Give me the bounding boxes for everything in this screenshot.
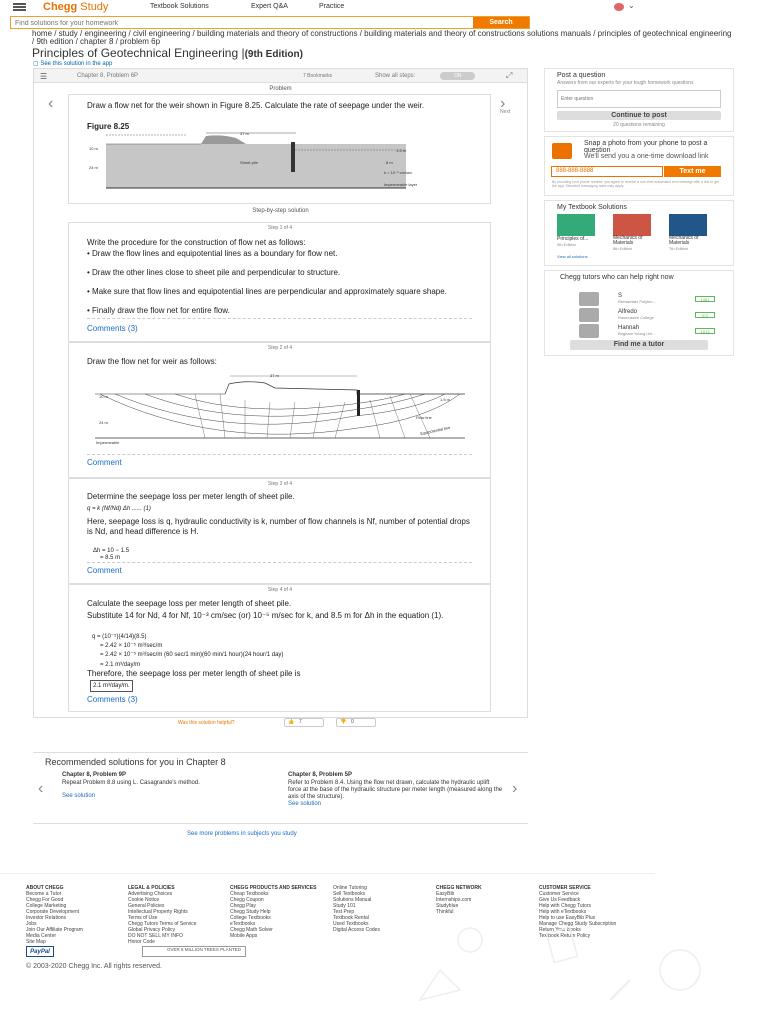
question-input[interactable] <box>557 90 721 108</box>
step-2-line-1: Draw the flow net for weir as follows: <box>87 357 217 366</box>
tutor-school: Brigham Young Uni... <box>618 331 656 336</box>
step-1-label[interactable]: Step 1 of 4 <box>267 225 293 231</box>
page-title: Principles of Geotechnical Engineering |(9th Edition) <box>32 46 303 60</box>
step-3-line-5: = 8.5 m <box>100 555 121 561</box>
step-1-line-1: Write the procedure for the construction of flow net as follows: <box>87 238 306 247</box>
view-all-solutions-link[interactable]: View all solutions <box>557 254 588 259</box>
step-4-line-6: = 2.1 m³/day/m <box>100 662 141 668</box>
nav-practice[interactable]: Practice <box>319 3 345 10</box>
search-input[interactable] <box>15 18 465 28</box>
tutor-school: Rensselaer Polytec... <box>618 299 656 304</box>
fig-imp-label: Impermeable layer <box>384 182 418 187</box>
fig-h10-label: 10 m <box>89 146 98 151</box>
copyright: © 2003-2020 Chegg Inc. All rights reserved. <box>26 963 162 970</box>
snap-legal: By providing your phone number, you agree to receive a one-time automated text message with a link to get the app. Standard messaging rates may apply. <box>552 180 719 188</box>
tutor-school: Rasmussen College <box>618 315 654 320</box>
phone-icon <box>552 143 572 159</box>
questions-remaining: 20 questions remaining <box>613 122 665 128</box>
tutor-avatar[interactable] <box>579 308 599 322</box>
step-1-comments-link[interactable]: Comments (3) <box>87 324 138 333</box>
recommended-next-arrow[interactable]: › <box>512 780 518 797</box>
fig-width-label: 37 m <box>240 131 249 136</box>
show-steps-toggle[interactable]: ON <box>440 72 475 80</box>
tutor-count-badge: 1451 <box>695 296 715 302</box>
snap-photo-title: Snap a photo from your phone to post a question <box>584 140 708 154</box>
recommended-item-text: Refer to Problem 8.4. Using the flow net drawn, calculate the hydraulic uplift force at the base of the hydraulic structure per meter length (measured along the axis of the structure). <box>288 780 503 800</box>
tutors-title: Chegg tutors who can help right now <box>560 274 674 281</box>
step-2-label[interactable]: Step 2 of 4 <box>267 345 293 351</box>
chegg-logo[interactable]: Chegg Study <box>43 1 109 13</box>
recommended-item-head[interactable]: Chapter 8, Problem 5P <box>288 772 353 778</box>
textbook-item[interactable]: Mechanics of Materials 8th Edition <box>613 214 655 251</box>
see-solution-link[interactable]: See solution <box>62 793 96 799</box>
tutor-name[interactable]: S <box>618 293 623 299</box>
step-4-line-1: Calculate the seepage loss per meter length of sheet pile. <box>87 599 292 608</box>
thumbs-up-button[interactable]: 👍 7 <box>284 718 324 727</box>
step-3-label[interactable]: Step 3 of 4 <box>267 481 293 487</box>
chapter-label[interactable]: Chapter 8, Problem 6P <box>77 73 139 79</box>
text-me-button[interactable]: Text me <box>664 166 721 177</box>
step-4-answer: 2.1 m³/day/m. <box>90 680 133 692</box>
flownet-width-label: 37 m <box>270 373 279 378</box>
avatar[interactable] <box>614 3 624 11</box>
step-3-equation: q = k (Nf/Nd) Δh ...... (1) <box>87 506 151 512</box>
see-more-problems-link[interactable]: See more problems in subjects you study <box>187 831 297 837</box>
problem-text: Draw a flow net for the weir shown in Figure 8.25. Calculate the rate of seepage under the weir. <box>87 101 425 110</box>
next-arrow[interactable]: › <box>500 95 506 112</box>
footer-column: CHEGG NETWORK EasyBib Internships.com Studyblue Thinkful <box>436 885 482 915</box>
post-question-title: Post a question <box>557 72 606 79</box>
thumbs-down-icon: 👎 <box>340 719 347 725</box>
step-3-comment-link[interactable]: Comment <box>87 566 122 575</box>
footer-divider <box>0 873 655 874</box>
continue-to-post-button[interactable]: Continue to post <box>557 111 721 120</box>
flow-net-drawing <box>95 370 465 450</box>
recommended-prev-arrow[interactable]: ‹ <box>38 780 44 797</box>
search-button[interactable]: Search <box>473 17 529 28</box>
step-4-line-2: Substitute 14 for Nd, 4 for Nf, 10⁻³ cm/sec (or) 10⁻⁵ m/sec for k, and 8.5 m for Δh in the equation (1). <box>87 611 444 620</box>
textbook-solutions-title: My Textbook Solutions <box>557 204 627 211</box>
snap-photo-sub: We'll send you a one-time download link <box>584 153 709 160</box>
flownet-equi-label: Equipotential line <box>419 424 451 437</box>
divider <box>87 562 472 563</box>
weir-body <box>201 135 246 144</box>
paypal-logo: PayPal <box>26 946 54 957</box>
step-3-line-3: Here, seepage loss is q, hydraulic conductivity is k, number of flow channels is Nf, number of potential drops is Nd, and head difference is H. <box>87 517 470 536</box>
nav-expert-qa[interactable]: Expert Q&A <box>251 3 288 10</box>
recommended-title: Recommended solutions for you in Chapter 8 <box>45 757 226 767</box>
footer-column: Online Tutoring Sell Textbooks Solutions Manual Study 101 Test Prep Textbook Rental Used Textbooks Digital Access Codes <box>333 885 380 933</box>
bookmarks-label[interactable]: 7 Bookmarks <box>303 73 333 79</box>
post-question-sub: Answers from our experts for your tough homework questions <box>557 80 694 86</box>
step-3-line-4: Δh = 10 − 1.5 <box>93 548 130 554</box>
soil-layer <box>106 144 406 188</box>
solution-section-label: Step-by-step solution <box>252 208 309 214</box>
hamburger-menu-icon[interactable] <box>13 3 26 11</box>
step-4-label[interactable]: Step 4 of 4 <box>267 587 293 593</box>
recommended-item-text: Repeat Problem 8.8 using L. Casagrande's method. <box>62 780 200 786</box>
step-4-comments-link[interactable]: Comments (3) <box>87 695 138 704</box>
top-bar <box>0 0 768 14</box>
expand-icon[interactable]: ⤢ <box>506 71 513 80</box>
app-link[interactable]: ▢ See this solution in the app <box>33 61 113 67</box>
figure-8-25 <box>86 130 456 190</box>
flownet-h24-label: 24 m <box>99 420 108 425</box>
phone-input[interactable]: 888-888-8888 <box>551 166 663 177</box>
list-icon[interactable]: ☰ <box>40 72 48 81</box>
footer-column: LEGAL & POLICIES Advertising Choices Cookie Notice General Policies Intellectual Property Rights Terms of Use Chegg Tutors Terms of Service Global Privacy Policy DO NOT SELL MY INFO Honor Code <box>128 885 197 945</box>
textbook-cover <box>613 214 651 236</box>
thumbs-down-button[interactable]: 👎 0 <box>336 718 376 727</box>
chevron-down-icon[interactable]: ⌄ <box>628 1 635 10</box>
flownet-h15-label: 1.5 m <box>440 397 451 402</box>
breadcrumb[interactable]: home / study / engineering / civil engineering / building materials and theory of constructions / building materials and theory of constructions solutions manuals / principles of geotechnical engineering / 9th edition / chapter 8 / problem 6p <box>32 29 732 46</box>
fig-h8-label: 8 m <box>386 160 393 165</box>
footer-column: ABOUT CHEGG Become a Tutor Chegg For Good College Marketing Corporate Development Investor Relations Jobs Join Our Affiliate Program Media Center Site Map <box>26 885 83 945</box>
fig-k-label: k = 10⁻³ cm/sec <box>384 170 413 175</box>
step-2-comment-link[interactable]: Comment <box>87 458 122 467</box>
fig-h24-label: 24 m <box>89 165 98 170</box>
step-1-line-5: • Finally draw the flow net for entire flow. <box>87 306 230 315</box>
step-1-line-2: • Draw the flow lines and equipotential lines as a boundary for flow net. <box>87 249 338 258</box>
thumbs-up-icon: 👍 <box>288 719 295 725</box>
problem-section-label: Problem <box>269 86 292 92</box>
tutor-avatar[interactable] <box>579 292 599 306</box>
step-1-line-4: • Make sure that flow lines and equipotential lines are perpendicular and approximately square shape. <box>87 287 447 296</box>
step-4-line-4: = 2.42 × 10⁻⁵ m³/sec/m <box>100 643 163 649</box>
fig-sheet-label: Sheet pile <box>240 160 258 165</box>
fig-h15-label: 1.5 m <box>396 148 407 153</box>
previous-arrow[interactable]: ‹ <box>48 95 54 112</box>
step-1-line-3: • Draw the other lines close to sheet pile and perpendicular to structure. <box>87 268 341 277</box>
textbook-item[interactable]: Principles of... 9th Edition <box>557 214 599 247</box>
flownet-h10-label: 10 m <box>99 394 108 399</box>
footer-column: CUSTOMER SERVICE Customer Service Give Us Feedback Help with Chegg Tutors Help with eTextbooks Help to use EasyBib Plus Manage Chegg Study Subscription Return Your Books Textbook Return Policy <box>539 885 617 939</box>
flownet-flow-label: Flow line <box>416 415 432 420</box>
next-label[interactable]: Next <box>500 109 511 115</box>
step-3-line-1: Determine the seepage loss per meter length of sheet pile. <box>87 492 295 501</box>
trees-planted-badge: OVER 6 MILLION TREES PLANTED <box>142 946 246 957</box>
step-4-line-5: = 2.42 × 10⁻⁵ m³/sec/m (60 sec/1 min)(60 min/1 hour)(24 hour/1 day) <box>100 652 284 658</box>
textbook-item[interactable]: Mechanics of Materials 7th Edition <box>669 214 711 251</box>
tutor-name[interactable]: Hannah <box>618 325 640 331</box>
show-steps-label: Show all steps: <box>375 73 416 79</box>
search-bar <box>10 16 530 29</box>
textbook-cover <box>669 214 707 236</box>
textbook-cover <box>557 214 595 236</box>
divider <box>87 454 472 455</box>
tutor-count-badge: 372 <box>695 312 715 318</box>
step-4-line-3: q = (10⁻⁵)(4/14)(8.5) <box>92 634 147 640</box>
tutor-name[interactable]: Alfredo <box>618 309 638 315</box>
tutor-avatar[interactable] <box>579 324 599 338</box>
sheet-pile <box>291 142 295 172</box>
figure-label: Figure 8.25 <box>87 122 130 131</box>
nav-textbook-solutions[interactable]: Textbook Solutions <box>150 3 209 10</box>
divider <box>87 318 472 319</box>
recommended-item-head[interactable]: Chapter 8, Problem 9P <box>62 772 127 778</box>
decorative-doodles <box>380 900 760 1024</box>
find-tutor-button[interactable]: Find me a tutor <box>570 340 708 350</box>
tutor-count-badge: 1013 <box>695 328 715 334</box>
see-solution-link[interactable]: See solution <box>288 801 322 807</box>
flownet-imp-label: Impermeable <box>96 440 120 445</box>
footer-column: CHEGG PRODUCTS AND SERVICES Cheap Textbooks Chegg Coupon Chegg Play Chegg Study Help College Textbooks eTextbooks Chegg Math Solver Mobile Apps <box>230 885 317 939</box>
step-4-line-7: Therefore, the seepage loss per meter length of sheet pile is <box>87 669 301 678</box>
helpful-question: Was this solution helpful? <box>178 720 235 726</box>
